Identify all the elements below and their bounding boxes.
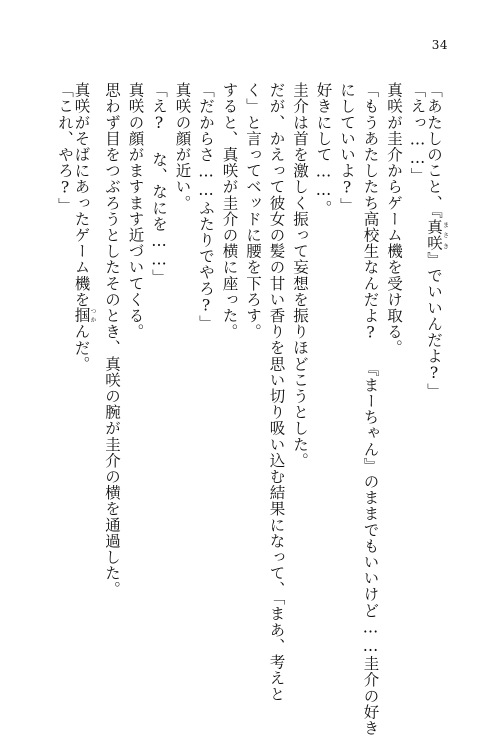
- text-line-9: く」と言ってベッドに腰を下ろす。: [244, 82, 262, 340]
- text-line-11: 「だからさ……ふたりでやろ?」: [197, 82, 215, 331]
- furigana-ruby: 掴つか: [72, 307, 96, 324]
- text-line-14: 真咲の顔がますます近づいてくる。: [126, 82, 145, 340]
- text-line-15: 思わず目をつぶろうとしたそのとき、真咲の腕が圭介の横を通過した。: [103, 82, 121, 598]
- text-line-7: 圭介は首を激しく振って妄想を振りほどこうとした。: [291, 82, 309, 469]
- text-line-6: 好きにして……。: [314, 82, 333, 216]
- text-line-3: 真咲が圭介からゲーム機を受け取る。: [385, 82, 403, 356]
- text-line-17: 「これ、やろ?」: [56, 82, 74, 214]
- furigana-ruby: 真咲まさき: [425, 219, 449, 252]
- text-line-16: 真咲がそばにあったゲーム機を掴つかんだ。: [72, 82, 96, 372]
- text-line-10: すると、真咲が圭介の横に座った。: [220, 82, 239, 340]
- vertical-text-body: [54, 82, 449, 736]
- page-number: 34: [431, 38, 448, 52]
- furigana-reading: まさき: [441, 219, 449, 252]
- text-line-2: 「えっ……」: [408, 82, 427, 184]
- text-line-8: だが、かえって彼女の髪の甘い香りを思い切り吸い込む結果になって、「まあ、考えと: [267, 82, 286, 703]
- text-line-1: 「あたしのこと、『真咲まさき』でいいんだよ?」: [425, 82, 449, 399]
- text-line-4: 「もうあたしたち高校生なんだよ? 『まーちゃん』のままでもいいけど……圭介の好き: [361, 82, 380, 736]
- furigana-reading: つか: [89, 307, 96, 324]
- text-line-12: 真咲の顔が近い。: [173, 82, 192, 211]
- text-line-5: にしていいよ?」: [338, 82, 356, 214]
- text-line-13: 「え? な、なにを……」: [150, 82, 168, 286]
